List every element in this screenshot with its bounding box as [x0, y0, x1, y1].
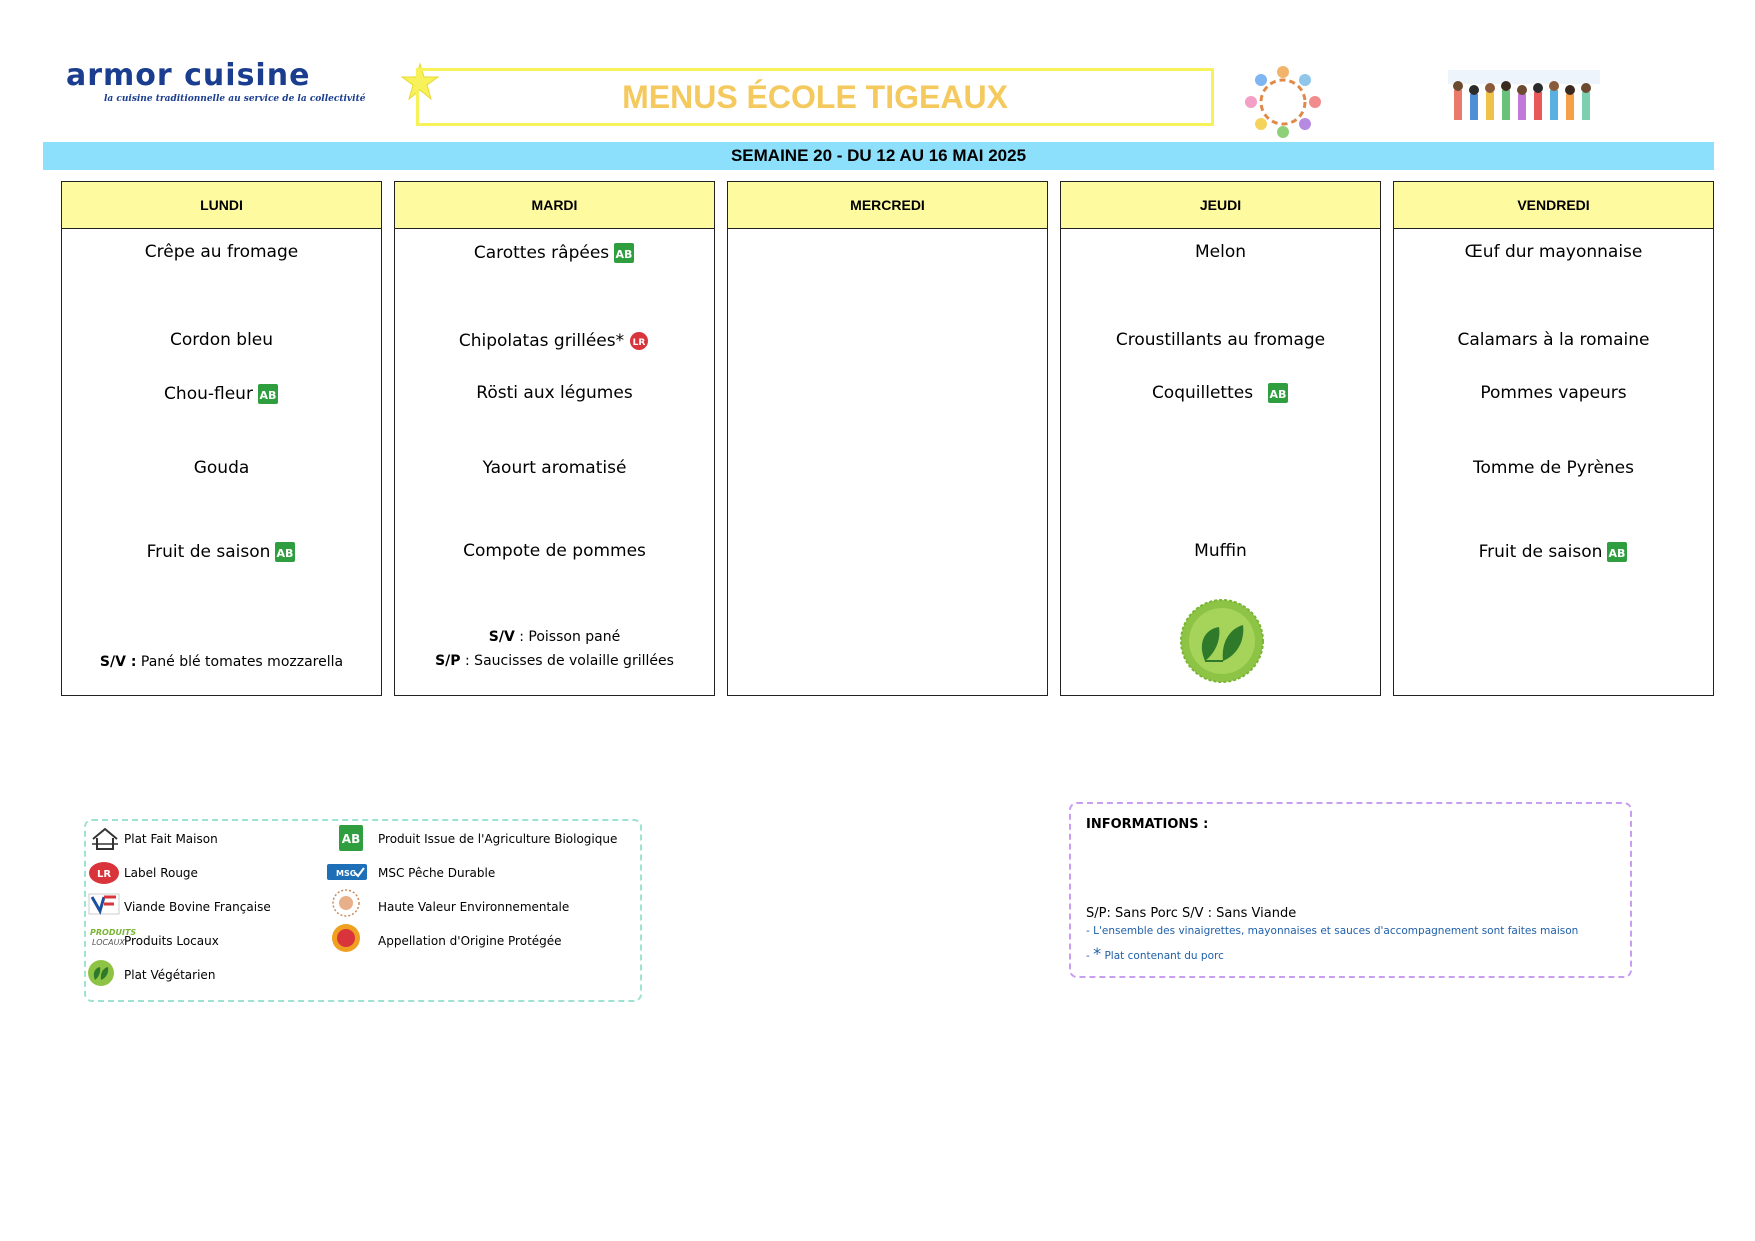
- dish-main: Cordon bleu: [169, 330, 274, 350]
- info-title: INFORMATIONS :: [1086, 817, 1209, 832]
- house-icon: [90, 826, 120, 852]
- dish-main: Croustillants au fromage: [1115, 330, 1326, 350]
- organic-ab-icon: [613, 242, 635, 264]
- info-sauces-note: - L'ensemble des vinaigrettes, mayonnaises et sauces d'accompagnement sont faites maison: [1086, 925, 1579, 937]
- organic-ab-icon: [257, 383, 279, 405]
- day-column-vendredi: [1393, 181, 1714, 696]
- legend-label: Label Rouge: [124, 866, 198, 880]
- day-header: JEUDI: [1061, 182, 1380, 229]
- legend-label: Plat Végétarien: [124, 968, 216, 982]
- day-column-jeudi: [1060, 181, 1381, 696]
- dish-main: Chipolatas grillées* LR: [395, 330, 714, 352]
- organic-ab-icon: [274, 541, 296, 563]
- dish-side: Chou-fleur AB: [62, 383, 381, 405]
- day-column-mardi: [394, 181, 715, 696]
- legend-label: Haute Valeur Environnementale: [378, 900, 570, 914]
- dish-starter: Œuf dur mayonnaise: [1464, 242, 1643, 262]
- legend-label: Appellation d'Origine Protégée: [378, 934, 562, 948]
- sv-alternative: S/V : Poisson pané: [488, 629, 621, 645]
- asterisk-icon: *: [1093, 944, 1102, 963]
- dish-side: Pommes vapeurs: [1480, 383, 1627, 403]
- svg-text:PRODUITS: PRODUITS: [90, 928, 137, 937]
- vegetarian-icon: [86, 958, 116, 988]
- svg-text:MSC: MSC: [336, 869, 356, 878]
- legend-label: Produits Locaux: [124, 934, 219, 948]
- dish-dessert: Compote de pommes: [463, 541, 646, 561]
- day-column-mercredi: [727, 181, 1048, 696]
- dish-dessert: Muffin: [1194, 541, 1247, 561]
- svg-text:LR: LR: [632, 338, 646, 348]
- dish-cheese: Tomme de Pyrènes: [1472, 458, 1634, 478]
- dish-starter: Melon: [1194, 242, 1247, 262]
- brand-logo-text: armor cuisine: [66, 58, 311, 93]
- dish-cheese: Gouda: [193, 458, 250, 478]
- sp-alternative: S/P : Saucisses de volaille grillées: [435, 653, 674, 669]
- dish-side: Coquillettes AB: [1061, 382, 1380, 404]
- svg-text:AB: AB: [341, 832, 361, 846]
- svg-text:AB: AB: [1608, 547, 1626, 560]
- label-rouge-icon: [88, 860, 120, 886]
- organic-ab-icon: [1606, 541, 1628, 563]
- children-group-icon: [1448, 70, 1600, 130]
- organic-ab-icon: [1267, 382, 1289, 404]
- svg-text:LOCAUX: LOCAUX: [92, 938, 125, 947]
- svg-text:AB: AB: [259, 389, 277, 402]
- legend-label: Produit Issue de l'Agriculture Biologique: [378, 832, 618, 846]
- info-pork-note: - * Plat contenant du porc: [1086, 944, 1224, 963]
- dish-starter: Carottes râpées AB: [395, 242, 714, 264]
- svg-text:AB: AB: [1269, 388, 1287, 401]
- aop-icon: [330, 922, 362, 954]
- label-rouge-icon: [628, 330, 650, 352]
- sv-alternative: S/V : Pané blé tomates mozzarella: [99, 654, 344, 670]
- dish-dessert: Fruit de saison AB: [62, 541, 381, 563]
- dish-starter: Crêpe au fromage: [144, 242, 299, 262]
- day-column-lundi: [61, 181, 382, 696]
- french-beef-icon: [88, 892, 120, 916]
- svg-text:LR: LR: [96, 869, 112, 880]
- day-header: VENDREDI: [1394, 182, 1713, 229]
- dish-main: Calamars à la romaine: [1457, 330, 1650, 350]
- children-circle-icon: [1240, 62, 1326, 142]
- dish-dessert: Fruit de saison AB: [1394, 541, 1713, 563]
- svg-text:AB: AB: [276, 547, 294, 560]
- dish-dairy: Yaourt aromatisé: [482, 458, 627, 478]
- local-products-icon: [88, 924, 137, 952]
- legend-label: Plat Fait Maison: [124, 832, 218, 846]
- legend-label: MSC Pêche Durable: [378, 866, 496, 880]
- page-title: MENUS ÉCOLE TIGEAUX: [622, 79, 1008, 115]
- week-label: SEMAINE 20 - DU 12 AU 16 MAI 2025: [730, 146, 1027, 165]
- vegetarian-leaf-icon: [1175, 599, 1269, 683]
- organic-ab-icon: [338, 824, 364, 852]
- brand-tagline: la cuisine traditionnelle au service de la collectivité: [104, 94, 366, 104]
- dish-side: Rösti aux légumes: [476, 383, 633, 403]
- info-abbreviations: S/P: Sans Porc S/V : Sans Viande: [1086, 906, 1297, 921]
- svg-text:AB: AB: [615, 248, 633, 261]
- day-header: MERCREDI: [728, 182, 1047, 229]
- day-header: MARDI: [395, 182, 714, 229]
- hve-icon: [330, 888, 362, 918]
- day-header: LUNDI: [62, 182, 381, 229]
- legend-label: Viande Bovine Française: [124, 900, 271, 914]
- msc-fish-icon: [326, 862, 368, 882]
